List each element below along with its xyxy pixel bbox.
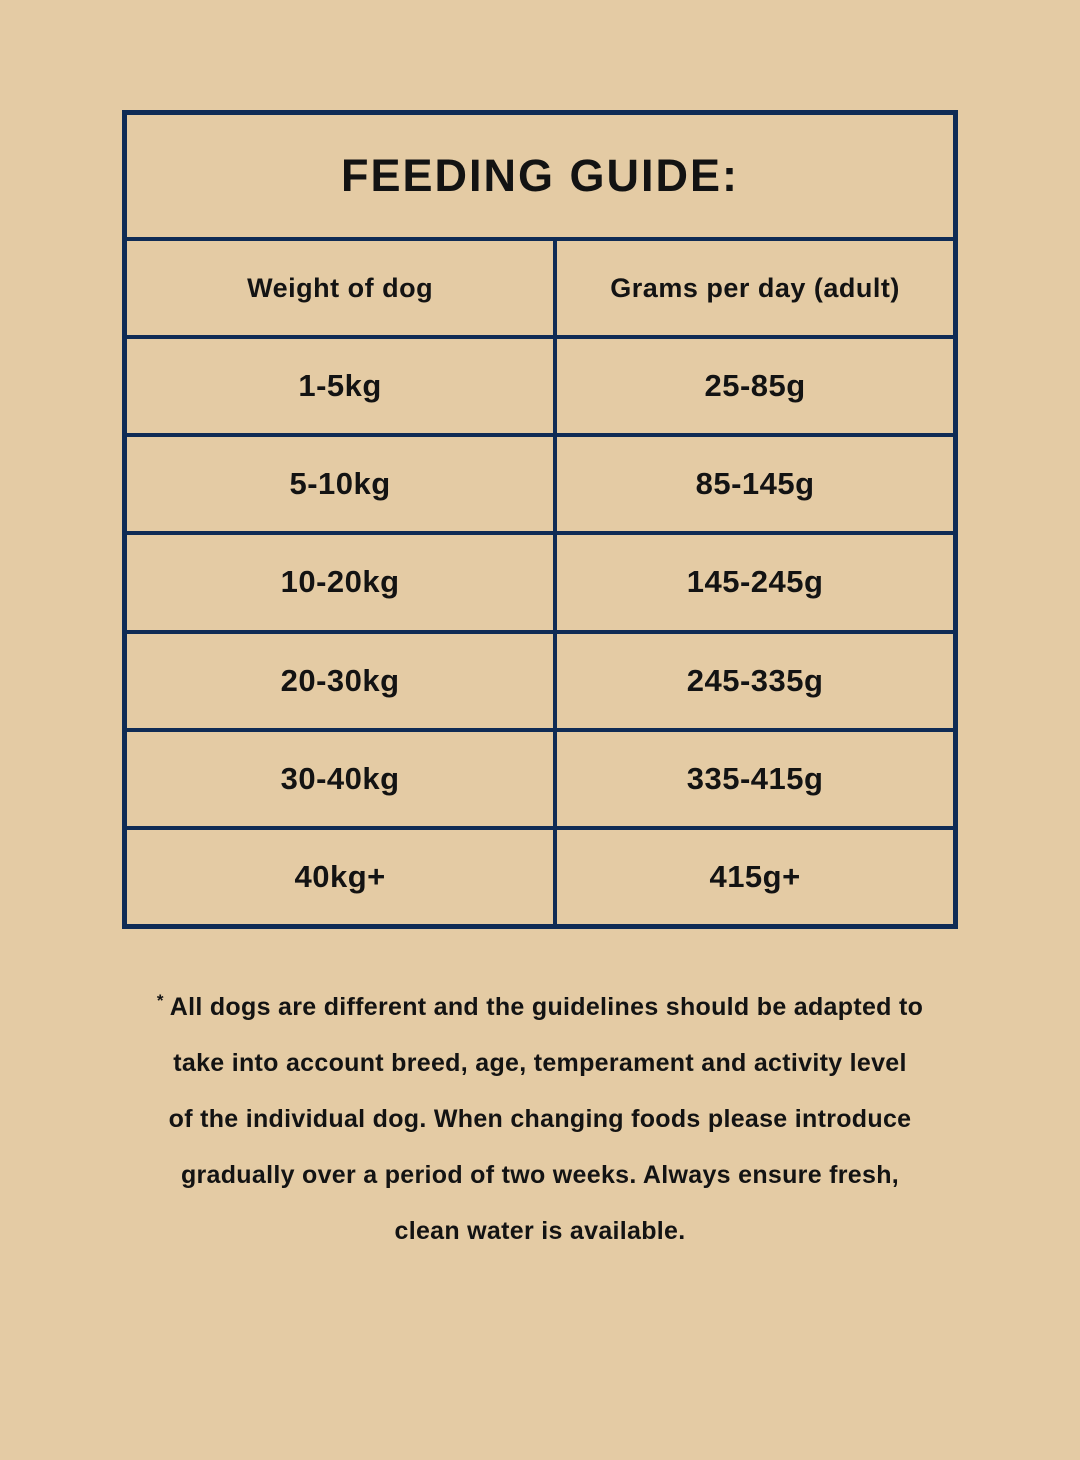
footnote-line: gradually over a period of two weeks. Always ensure fresh, xyxy=(180,1161,900,1189)
table-row xyxy=(127,335,953,433)
grams-cell: 145-245g xyxy=(553,535,953,629)
footnote-text: All dogs are different and the guidelines should be adapted to xyxy=(169,993,924,1021)
grams-cell: 85-145g xyxy=(553,437,953,531)
column-header-weight: Weight of dog xyxy=(247,272,434,303)
weight-cell: 40kg+ xyxy=(294,858,386,894)
footnote xyxy=(60,979,1020,1259)
footnote-line: of the individual dog. When changing foods please introduce xyxy=(168,1105,912,1133)
table-row xyxy=(127,826,953,924)
weight-cell: 30-40kg xyxy=(280,760,400,796)
grams-cell: 25-85g xyxy=(553,339,953,433)
weight-cell: 20-30kg xyxy=(280,662,400,698)
footnote-line: take into account breed, age, temperament and activity level xyxy=(173,1049,907,1077)
grams-cell: 415g+ xyxy=(553,830,953,924)
footnote-line xyxy=(60,979,1020,1035)
table-title-row xyxy=(127,115,953,237)
grams-cell: 245-335g xyxy=(553,634,953,728)
weight-cell: 10-20kg xyxy=(280,564,400,600)
weight-cell: 5-10kg xyxy=(289,466,391,502)
table-header-row xyxy=(127,237,953,335)
column-header-grams: Grams per day (adult) xyxy=(553,241,953,335)
feeding-guide-table xyxy=(122,110,958,929)
grams-cell: 335-415g xyxy=(553,732,953,826)
footnote-asterisk: * xyxy=(156,990,164,1010)
table-row xyxy=(127,728,953,826)
weight-cell: 1-5kg xyxy=(298,368,382,404)
table-title: FEEDING GUIDE: xyxy=(340,150,740,201)
footnote-line: clean water is available. xyxy=(394,1217,686,1245)
table-row xyxy=(127,433,953,531)
table-row xyxy=(127,630,953,728)
table-row xyxy=(127,531,953,629)
feeding-guide-poster xyxy=(0,110,1080,1460)
